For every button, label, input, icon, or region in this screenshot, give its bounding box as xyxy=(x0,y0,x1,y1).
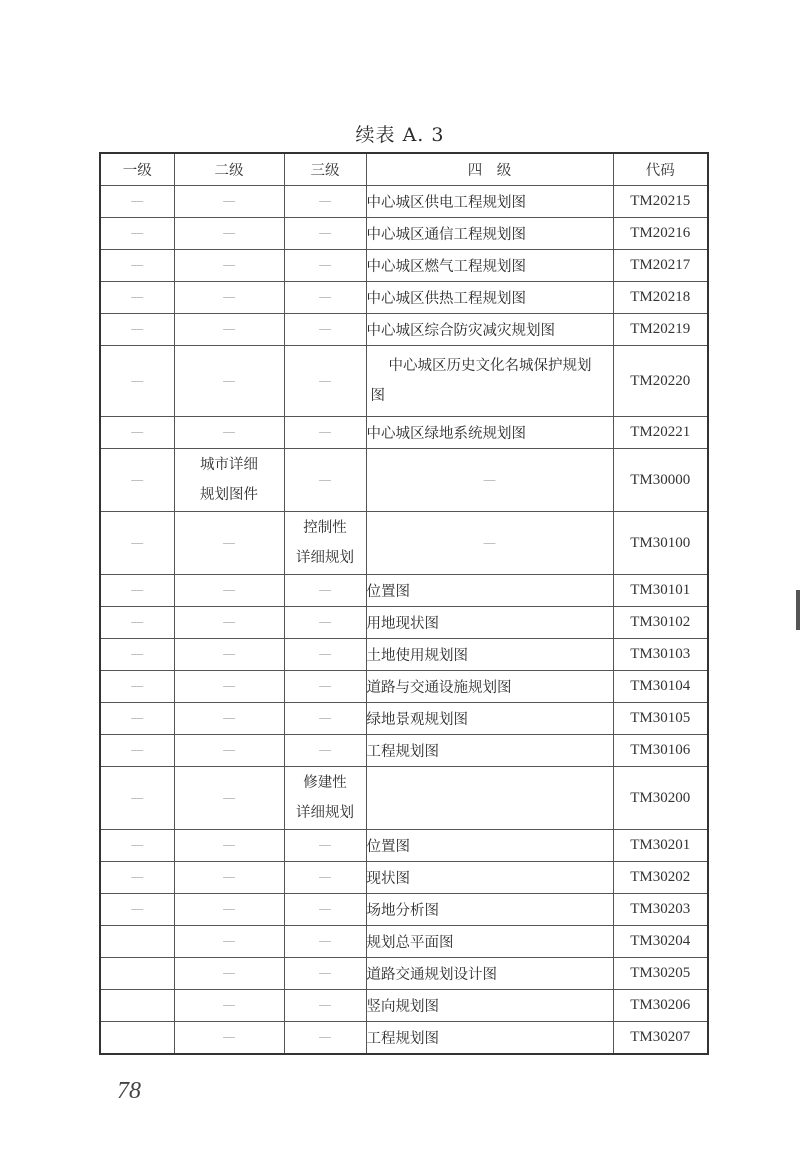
cell-level-1 xyxy=(100,926,174,958)
cell-level-4: 场地分析图 xyxy=(366,894,613,926)
cell-code: TM20220 xyxy=(613,346,708,417)
cell-level-2: — xyxy=(174,894,284,926)
cell-level-1: — xyxy=(100,218,174,250)
cell-level-2: — xyxy=(174,990,284,1022)
cell-level-3: — xyxy=(284,282,366,314)
cell-level-2: — xyxy=(174,958,284,990)
cell-level-3: — xyxy=(284,1022,366,1055)
table-row xyxy=(100,282,708,314)
cell-level-1: — xyxy=(100,639,174,671)
cell-level-4: 土地使用规划图 xyxy=(366,639,613,671)
cell-code: TM30205 xyxy=(613,958,708,990)
table-row xyxy=(100,639,708,671)
cell-level-4: 道路交通规划设计图 xyxy=(366,958,613,990)
page-number: 78 xyxy=(117,1078,141,1104)
cell-text-line: 控制性 xyxy=(303,520,347,536)
cell-code: TM20221 xyxy=(613,417,708,449)
cell-level-3: — xyxy=(284,862,366,894)
cell-level-1: — xyxy=(100,346,174,417)
cell-level-2: — xyxy=(174,250,284,282)
table-row xyxy=(100,926,708,958)
cell-level-3: — xyxy=(284,314,366,346)
cell-level-1: — xyxy=(100,607,174,639)
cell-level-4: 中心城区绿地系统规划图 xyxy=(366,417,613,449)
cell-level-1: — xyxy=(100,314,174,346)
cell-level-3: — xyxy=(284,926,366,958)
cell-level-3: — xyxy=(284,417,366,449)
table-row xyxy=(100,830,708,862)
table-row xyxy=(100,990,708,1022)
cell-code: TM30101 xyxy=(613,575,708,607)
cell-code: TM30202 xyxy=(613,862,708,894)
cell-level-3: — xyxy=(284,639,366,671)
table-row xyxy=(100,1022,708,1055)
cell-level-2: — xyxy=(174,218,284,250)
cell-level-1 xyxy=(100,958,174,990)
header-code: 代码 xyxy=(613,153,708,186)
cell-level-1: — xyxy=(100,250,174,282)
cell-level-3 xyxy=(284,767,366,830)
table-row xyxy=(100,314,708,346)
cell-level-1: — xyxy=(100,830,174,862)
cell-level-4 xyxy=(366,767,613,830)
cell-level-1: — xyxy=(100,703,174,735)
header-level-3: 三级 xyxy=(284,153,366,186)
cell-code: TM30206 xyxy=(613,990,708,1022)
cell-code: TM30204 xyxy=(613,926,708,958)
table-row xyxy=(100,894,708,926)
cell-level-4: 中心城区综合防灾减灾规划图 xyxy=(366,314,613,346)
cell-level-3: — xyxy=(284,830,366,862)
cell-level-4: 用地现状图 xyxy=(366,607,613,639)
cell-level-1: — xyxy=(100,735,174,767)
table-row xyxy=(100,417,708,449)
table-row xyxy=(100,218,708,250)
cell-text-line: 详细规划 xyxy=(296,550,354,566)
table-row xyxy=(100,958,708,990)
cell-level-2: — xyxy=(174,186,284,218)
cell-text-line: 修建性 xyxy=(303,775,347,791)
table-row xyxy=(100,735,708,767)
cell-level-3: — xyxy=(284,250,366,282)
cell-level-2: — xyxy=(174,767,284,830)
table-row xyxy=(100,186,708,218)
cell-code: TM30200 xyxy=(613,767,708,830)
cell-level-4: 道路与交通设施规划图 xyxy=(366,671,613,703)
cell-level-1: — xyxy=(100,767,174,830)
cell-level-4: — xyxy=(366,449,613,512)
cell-level-1: — xyxy=(100,894,174,926)
cell-level-2: — xyxy=(174,862,284,894)
cell-level-2: — xyxy=(174,417,284,449)
cell-code: TM30100 xyxy=(613,512,708,575)
cell-level-3: — xyxy=(284,218,366,250)
cell-level-4: 工程规划图 xyxy=(366,1022,613,1055)
cell-level-4: 现状图 xyxy=(366,862,613,894)
cell-level-4: 中心城区通信工程规划图 xyxy=(366,218,613,250)
cell-text-line: 规划图件 xyxy=(200,487,258,503)
table-row xyxy=(100,449,708,512)
cell-level-1 xyxy=(100,1022,174,1055)
cell-level-3: — xyxy=(284,346,366,417)
cell-level-4: 中心城区燃气工程规划图 xyxy=(366,250,613,282)
cell-level-3: — xyxy=(284,894,366,926)
cell-code: TM20218 xyxy=(613,282,708,314)
cell-level-4: 工程规划图 xyxy=(366,735,613,767)
cell-level-2: — xyxy=(174,830,284,862)
cell-level-3: — xyxy=(284,958,366,990)
cell-level-2: — xyxy=(174,512,284,575)
cell-level-2: — xyxy=(174,639,284,671)
cell-level-3: — xyxy=(284,449,366,512)
cell-text-line: 城市详细 xyxy=(200,457,258,473)
table-row xyxy=(100,346,708,417)
table-row xyxy=(100,862,708,894)
cell-level-3 xyxy=(284,512,366,575)
cell-level-2: — xyxy=(174,671,284,703)
cell-level-3: — xyxy=(284,703,366,735)
cell-level-2: — xyxy=(174,926,284,958)
cell-level-2: — xyxy=(174,314,284,346)
table-row xyxy=(100,703,708,735)
cell-level-1 xyxy=(100,990,174,1022)
table-row xyxy=(100,607,708,639)
cell-level-4: 竖向规划图 xyxy=(366,990,613,1022)
cell-code: TM30103 xyxy=(613,639,708,671)
cell-level-3: — xyxy=(284,607,366,639)
cell-text-line: 中心城区历史文化名城保护规 xyxy=(388,358,577,374)
cell-level-1: — xyxy=(100,449,174,512)
cell-level-1: — xyxy=(100,862,174,894)
cell-level-2: — xyxy=(174,735,284,767)
cell-code: TM20215 xyxy=(613,186,708,218)
table-row xyxy=(100,512,708,575)
cell-level-2 xyxy=(174,449,284,512)
cell-code: TM30207 xyxy=(613,1022,708,1055)
cell-level-4: 规划总平面图 xyxy=(366,926,613,958)
cell-level-3: — xyxy=(284,990,366,1022)
cell-level-4: — xyxy=(366,512,613,575)
cell-code: TM30201 xyxy=(613,830,708,862)
cell-level-1: — xyxy=(100,186,174,218)
table-header-row xyxy=(100,153,708,186)
cell-level-2: — xyxy=(174,703,284,735)
cell-level-4: 中心城区供热工程规划图 xyxy=(366,282,613,314)
table-row xyxy=(100,671,708,703)
header-level-4: 四 级 xyxy=(366,153,613,186)
cell-level-4: 绿地景观规划图 xyxy=(366,703,613,735)
cell-level-4: 中心城区供电工程规划图 xyxy=(366,186,613,218)
cell-level-1: — xyxy=(100,282,174,314)
cell-text-line: 详细规划 xyxy=(296,805,354,821)
cell-level-4 xyxy=(366,346,613,417)
cell-level-3: — xyxy=(284,671,366,703)
cell-level-3: — xyxy=(284,735,366,767)
cell-level-1: — xyxy=(100,671,174,703)
cell-level-3: — xyxy=(284,575,366,607)
cell-level-1: — xyxy=(100,417,174,449)
header-level-1: 一级 xyxy=(100,153,174,186)
cell-level-2: — xyxy=(174,282,284,314)
cell-code: TM30000 xyxy=(613,449,708,512)
cell-code: TM20217 xyxy=(613,250,708,282)
cell-code: TM20219 xyxy=(613,314,708,346)
cell-level-4: 位置图 xyxy=(366,830,613,862)
cell-level-2: — xyxy=(174,346,284,417)
table-row xyxy=(100,767,708,830)
cell-code: TM30106 xyxy=(613,735,708,767)
cell-level-2: — xyxy=(174,607,284,639)
cell-code: TM30203 xyxy=(613,894,708,926)
cell-text-line: 划图 xyxy=(370,358,592,404)
cell-level-4: 位置图 xyxy=(366,575,613,607)
cell-code: TM20216 xyxy=(613,218,708,250)
cell-level-3: — xyxy=(284,186,366,218)
cell-level-2: — xyxy=(174,1022,284,1055)
table-row xyxy=(100,575,708,607)
cell-level-2: — xyxy=(174,575,284,607)
cell-code: TM30104 xyxy=(613,671,708,703)
table-row xyxy=(100,250,708,282)
planning-map-code-table xyxy=(99,152,709,1055)
page-edge-mark xyxy=(796,590,800,630)
cell-level-1: — xyxy=(100,512,174,575)
header-level-2: 二级 xyxy=(174,153,284,186)
cell-level-1: — xyxy=(100,575,174,607)
table-caption: 续表 A. 3 xyxy=(355,124,445,146)
cell-code: TM30102 xyxy=(613,607,708,639)
cell-code: TM30105 xyxy=(613,703,708,735)
